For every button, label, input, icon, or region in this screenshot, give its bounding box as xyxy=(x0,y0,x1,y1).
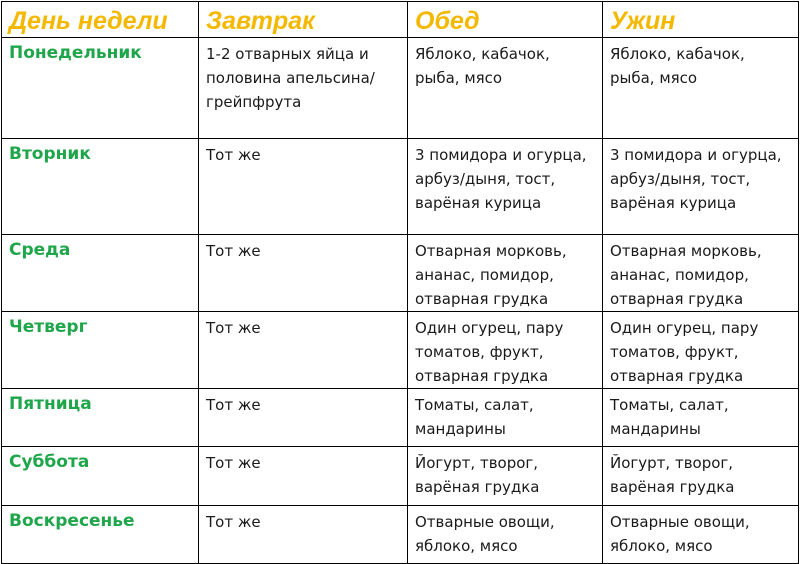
diet-table xyxy=(1,1,799,564)
day-cell: Среда xyxy=(2,235,199,312)
dinner-cell: Йогурт, творог, варёная грудка xyxy=(603,447,799,506)
breakfast-cell: Тот же xyxy=(199,506,408,564)
table-row xyxy=(2,235,799,312)
breakfast-cell: Тот же xyxy=(199,312,408,389)
day-cell: Четверг xyxy=(2,312,199,389)
dinner-cell: Томаты, салат, мандарины xyxy=(603,389,799,447)
table-row xyxy=(2,389,799,447)
dinner-cell: Отварные овощи, яблоко, мясо xyxy=(603,506,799,564)
lunch-cell: Яблоко, кабачок, рыба, мясо xyxy=(408,38,603,139)
breakfast-cell: Тот же xyxy=(199,447,408,506)
lunch-cell: Отварная морковь, ананас, помидор, отварная грудка xyxy=(408,235,603,312)
lunch-cell: Йогурт, творог, варёная грудка xyxy=(408,447,603,506)
header-lunch: Обед xyxy=(408,2,603,38)
header-day: День недели xyxy=(2,2,199,38)
table-row xyxy=(2,38,799,139)
lunch-cell: 3 помидора и огурца, арбуз/дыня, тост, варёная курица xyxy=(408,139,603,235)
breakfast-cell: Тот же xyxy=(199,389,408,447)
header-row xyxy=(2,2,799,38)
header-dinner: Ужин xyxy=(603,2,799,38)
day-cell: Суббота xyxy=(2,447,199,506)
day-cell: Понедельник xyxy=(2,38,199,139)
table-row xyxy=(2,447,799,506)
table-row xyxy=(2,139,799,235)
dinner-cell: Один огурец, пару томатов, фрукт, отварная грудка xyxy=(603,312,799,389)
day-cell: Вторник xyxy=(2,139,199,235)
dinner-cell: Отварная морковь, ананас, помидор, отварная грудка xyxy=(603,235,799,312)
lunch-cell: Один огурец, пару томатов, фрукт, отварная грудка xyxy=(408,312,603,389)
dinner-cell: 3 помидора и огурца, арбуз/дыня, тост, варёная курица xyxy=(603,139,799,235)
table-row xyxy=(2,312,799,389)
breakfast-cell: Тот же xyxy=(199,235,408,312)
lunch-cell: Отварные овощи, яблоко, мясо xyxy=(408,506,603,564)
table-row xyxy=(2,506,799,564)
day-cell: Пятница xyxy=(2,389,199,447)
header-breakfast: Завтрак xyxy=(199,2,408,38)
day-cell: Воскресенье xyxy=(2,506,199,564)
breakfast-cell: 1-2 отварных яйца и половина апельсина/грейпфрута xyxy=(199,38,408,139)
dinner-cell: Яблоко, кабачок, рыба, мясо xyxy=(603,38,799,139)
lunch-cell: Томаты, салат, мандарины xyxy=(408,389,603,447)
breakfast-cell: Тот же xyxy=(199,139,408,235)
